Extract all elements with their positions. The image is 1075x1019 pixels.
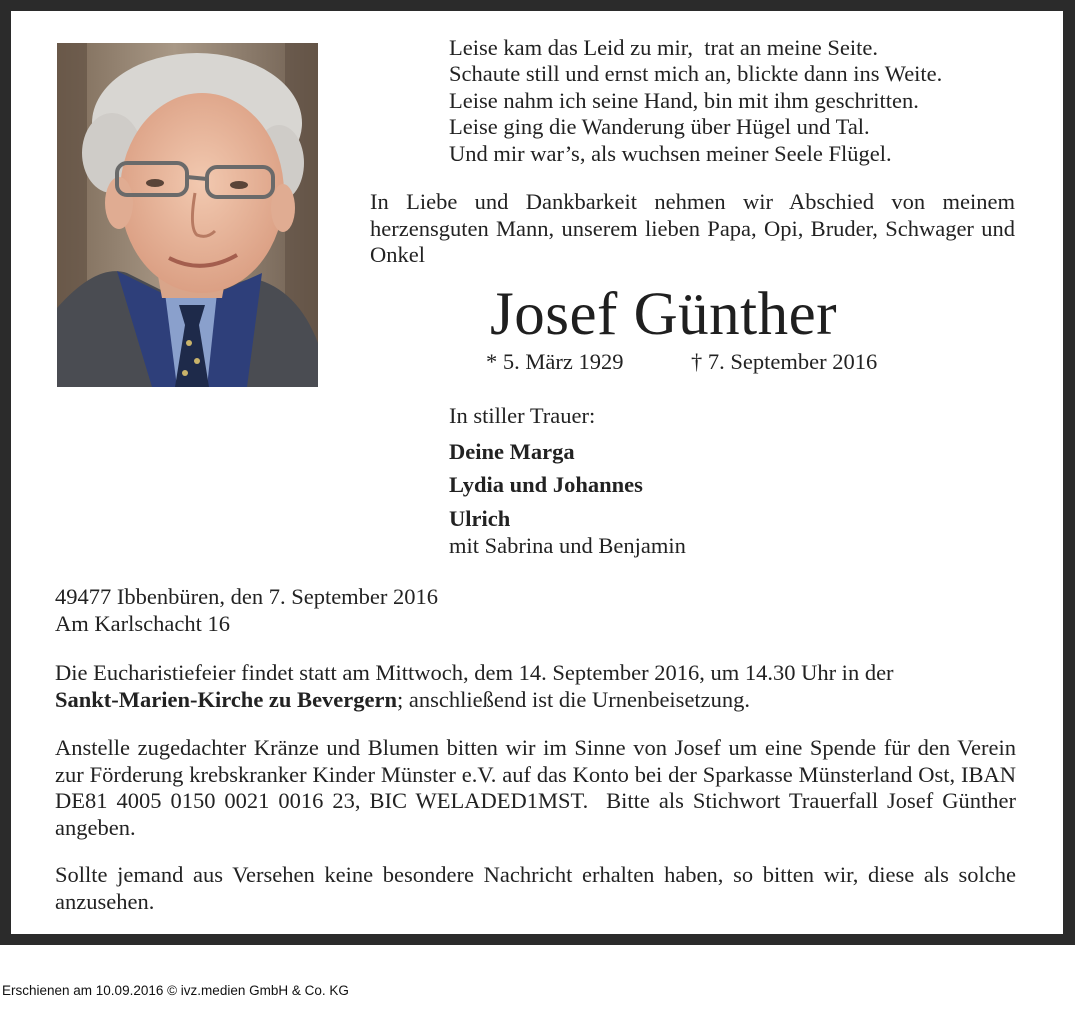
street-line: Am Karlschacht 16 bbox=[55, 610, 230, 636]
poem-line: Leise kam das Leid zu mir, trat an meine Seite. bbox=[449, 35, 878, 60]
poem-line: Leise nahm ich seine Hand, bin mit ihm geschritten. bbox=[449, 87, 919, 113]
church-name: Sankt-Marien-Kirche zu Bevergern bbox=[55, 686, 398, 712]
service-line-2 bbox=[55, 687, 1016, 714]
publication-footer: Erschienen am 10.09.2016 © ivz.medien GmbH & Co. KG bbox=[2, 983, 349, 998]
poem-line: Schaute still und ernst mich an, blickte dann ins Weite. bbox=[449, 61, 943, 87]
place-and-address bbox=[55, 584, 438, 637]
birth-date: * 5. März 1929 bbox=[486, 349, 624, 374]
service-line: Die Eucharistiefeier findet statt am Mittwoch, dem 14. September 2016, um 14.30 Uhr in der bbox=[55, 660, 894, 685]
service-rest: ; anschließend ist die Urnenbeisetzung. bbox=[397, 686, 751, 712]
death-date: † 7. September 2016 bbox=[691, 349, 878, 374]
mourner-name: Ulrich bbox=[449, 506, 511, 531]
service-info bbox=[55, 660, 1016, 713]
mourner-name: Deine Marga bbox=[449, 439, 575, 464]
portrait-photo bbox=[57, 43, 318, 387]
place-date-line: 49477 Ibbenbüren, den 7. September 2016 bbox=[55, 584, 439, 609]
deceased-name: Josef Günther bbox=[490, 281, 838, 348]
notice-text: Sollte jemand aus Versehen keine besondere Nachricht erhalten haben, so bitten wir, diese als solche anzusehen. bbox=[55, 862, 1016, 914]
poem-line: Und mir war’s, als wuchsen meiner Seele Flügel. bbox=[449, 140, 892, 166]
portrait-illustration bbox=[57, 43, 318, 387]
donation-info: Anstelle zugedachter Kränze und Blumen bitten wir im Sinne von Josef um eine Spende für den Verein zur Förderung krebskranker Kinder Münster e.V. auf das Konto bei der Sparkasse Münsterland Ost, IBAN DE81 4005 0150 0021 0016 23, BIC WELADED1MST. Bitte als Stichwort Trauerfall Josef Günther angeben. bbox=[55, 735, 1016, 840]
mourner-name: Lydia und Johannes bbox=[449, 472, 643, 497]
farewell-intro: In Liebe und Dankbarkeit nehmen wir Abschied von meinem herzensguten Mann, unserem lieben Papa, Opi, Bruder, Schwager und Onkel bbox=[370, 189, 1015, 267]
mourners-heading: In stiller Trauer: bbox=[449, 403, 596, 428]
poem bbox=[449, 35, 1049, 167]
poem-line: Leise ging die Wanderung über Hügel und Tal. bbox=[449, 114, 870, 140]
mourner-sub: mit Sabrina und Benjamin bbox=[449, 533, 686, 558]
